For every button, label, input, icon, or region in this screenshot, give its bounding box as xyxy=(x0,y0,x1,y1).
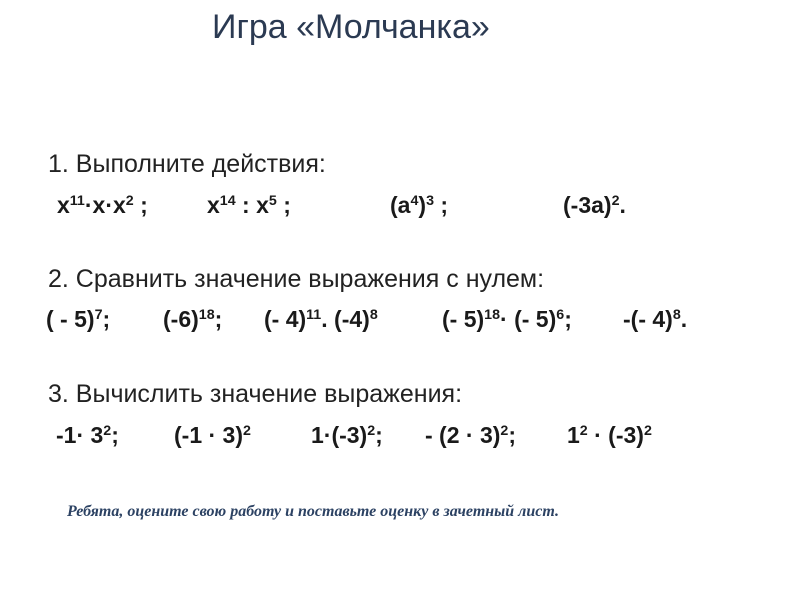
exponent: 18 xyxy=(198,307,215,324)
expression-text: ·x·x xyxy=(84,192,126,218)
expression-text: ; xyxy=(214,306,223,332)
task-3-heading: 3. Вычислить значение выражения: xyxy=(48,380,463,408)
exponent: 4 xyxy=(410,193,419,210)
task-2-heading: 2. Сравнить значение выражения с нулем: xyxy=(48,265,545,293)
expression-text: ; xyxy=(111,422,119,448)
task-1-expression-2 xyxy=(207,192,291,219)
task-2-expression-5 xyxy=(623,306,687,333)
task-3-expression-5 xyxy=(567,422,652,449)
exponent: 2 xyxy=(367,423,376,440)
expression-text: · (-3) xyxy=(587,422,644,448)
exponent: 5 xyxy=(268,193,277,210)
task-2-expression-1 xyxy=(46,306,110,333)
task-2-expression-4 xyxy=(442,306,572,333)
expression-text: (-6) xyxy=(163,306,199,332)
exponent: 14 xyxy=(219,193,236,210)
task-3-expressions xyxy=(0,422,800,458)
expression-text: x xyxy=(207,192,220,218)
exponent: 3 xyxy=(426,193,434,210)
task-3-expression-3 xyxy=(311,422,383,449)
expression-text: 1·(-3) xyxy=(311,422,368,448)
expression-text: (- 4) xyxy=(264,306,307,332)
exponent: 8 xyxy=(672,307,681,324)
expression-text: ; xyxy=(375,422,383,448)
self-assessment-note: Ребята, оцените свою работу и поставьте оценку в зачетный лист. xyxy=(67,503,559,520)
expression-text: ; xyxy=(564,306,572,332)
expression-text: - (2 · 3) xyxy=(425,422,501,448)
task-1-expression-1 xyxy=(57,192,148,219)
exponent: 2 xyxy=(643,423,652,440)
expression-text: -(- 4) xyxy=(623,306,673,332)
task-3-expression-4 xyxy=(425,422,516,449)
expression-text: x xyxy=(57,192,70,218)
task-1-expressions xyxy=(0,192,800,228)
task-2-expression-3 xyxy=(264,306,378,333)
expression-text: (- 5) xyxy=(442,306,485,332)
expression-text: . (-4) xyxy=(321,306,370,332)
expression-text: ; xyxy=(276,192,291,218)
expression-text: (-1 · 3) xyxy=(174,422,243,448)
exponent: 18 xyxy=(484,307,501,324)
task-1-expression-3 xyxy=(390,192,448,219)
exponent: 11 xyxy=(306,307,322,324)
exponent: 2 xyxy=(579,423,588,440)
exponent: 2 xyxy=(611,193,620,210)
expression-text: . xyxy=(619,192,626,218)
expression-text: : x xyxy=(235,192,269,218)
task-2-expression-2 xyxy=(163,306,222,333)
task-1-heading: 1. Выполните действия: xyxy=(48,150,326,178)
expression-text: ; xyxy=(133,192,148,218)
task-3-expression-1 xyxy=(56,422,119,449)
slide-title: Игра «Молчанка» xyxy=(212,8,490,46)
expression-text: 1 xyxy=(567,422,580,448)
task-1-expression-4 xyxy=(563,192,626,219)
expression-text: ; xyxy=(102,306,111,332)
expression-text: ) xyxy=(418,192,427,218)
exponent: 2 xyxy=(125,193,134,210)
exponent: 11 xyxy=(69,193,85,210)
expression-text: ; xyxy=(508,422,516,448)
exponent: 7 xyxy=(94,307,103,324)
task-3-expression-2 xyxy=(174,422,251,449)
expression-text: . xyxy=(680,306,688,332)
exponent: 2 xyxy=(500,423,509,440)
exponent: 2 xyxy=(243,423,251,440)
exponent: 2 xyxy=(103,423,112,440)
task-2-expressions xyxy=(0,306,800,342)
expression-text: -1· 3 xyxy=(56,422,104,448)
expression-text: · (- 5) xyxy=(500,306,557,332)
expression-text: (-3a) xyxy=(563,192,612,218)
expression-text: (a xyxy=(390,192,411,218)
exponent: 8 xyxy=(369,307,378,324)
exponent: 6 xyxy=(556,307,565,324)
expression-text: ; xyxy=(434,192,449,218)
expression-text: ( - 5) xyxy=(46,306,95,332)
